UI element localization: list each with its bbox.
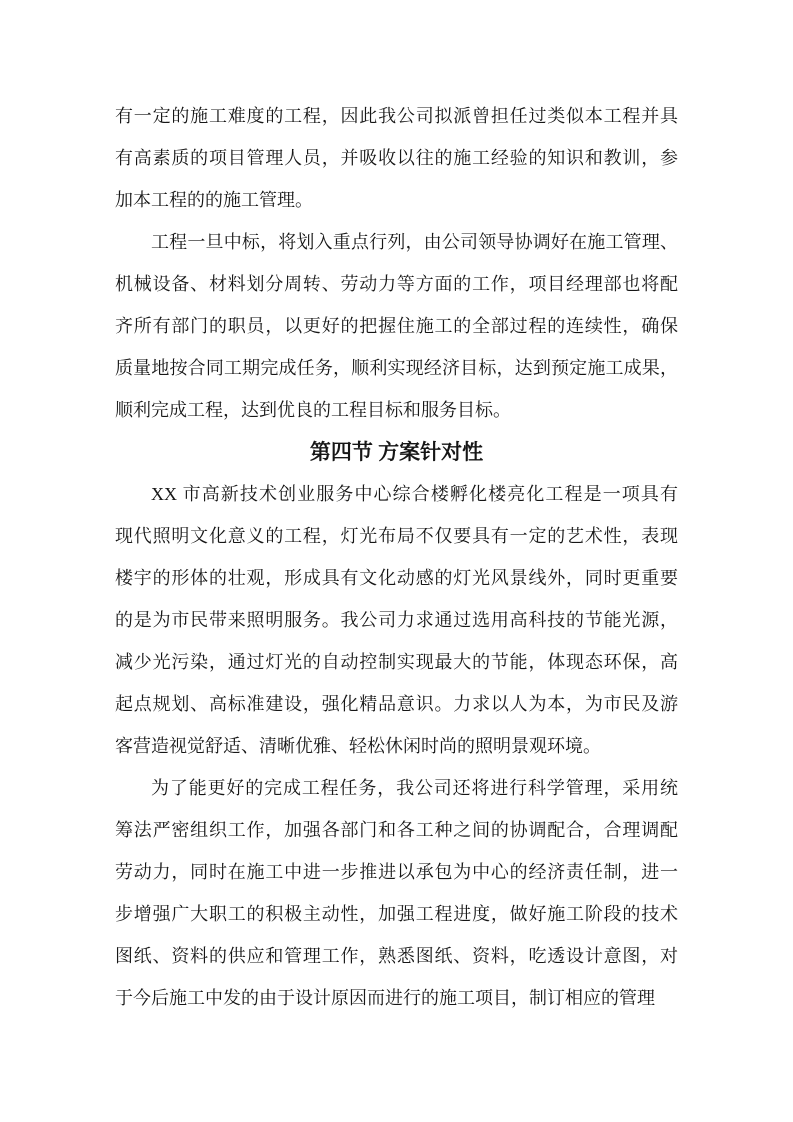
text-block [115,95,678,1019]
text-line: 现代照明文化意义的工程，灯光布局不仅要具有一定的艺术性，表现 [115,526,678,546]
text-line: 质量地按合同工期完成任务，顺利实现经济目标，达到预定施工成果， [115,358,678,378]
text-line: 步增强广大职工的积极主动性，加强工程进度，做好施工阶段的技术 [115,904,678,924]
text-line: 工程一旦中标，将划入重点行列，由公司领导协调好在施工管理、 [151,232,678,252]
text-line: 有高素质的项目管理人员，并吸收以往的施工经验的知识和教训，参 [115,148,678,168]
text-line: 客营造视觉舒适、清晰优雅、轻松休闲时尚的照明景观环境。 [115,736,601,756]
text-line: 减少光污染，通过灯光的自动控制实现最大的节能，体现态环保，高 [115,652,678,672]
section-heading: 第四节 方案针对性 [309,440,484,464]
text-line: 为了能更好的完成工程任务，我公司还将进行科学管理，采用统 [151,778,678,798]
text-line: 劳动力，同时在施工中进一步推进以承包为中心的经济责任制，进一 [115,862,678,882]
text-line: 的是为市民带来照明服务。我公司力求通过选用高科技的节能光源， [115,610,678,630]
text-line: 于今后施工中发的由于设计原因而进行的施工项目，制订相应的管理 [115,988,655,1008]
paragraph [115,221,678,431]
text-line: 加本工程的的施工管理。 [115,190,313,210]
text-line: 图纸、资料的供应和管理工作，熟悉图纸、资料，吃透设计意图，对 [115,946,678,966]
text-line: XX 市高新技术创业服务中心综合楼孵化楼亮化工程是一项具有 [151,484,678,504]
text-line: 筹法严密组织工作，加强各部门和各工种之间的协调配合，合理调配 [115,820,678,840]
text-line: 顺利完成工程，达到优良的工程目标和服务目标。 [115,400,511,420]
text-line: 楼宇的形体的壮观，形成具有文化动感的灯光风景线外，同时更重要 [115,568,678,588]
paragraph [115,473,678,767]
text-line: 起点规划、高标准建设，强化精品意识。力求以人为本，为市民及游 [115,694,678,714]
text-line: 机械设备、材料划分周转、劳动力等方面的工作，项目经理部也将配 [115,274,678,294]
text-line: 有一定的施工难度的工程，因此我公司拟派曾担任过类似本工程并具 [115,106,678,126]
paragraph [115,95,678,221]
text-line: 齐所有部门的职员，以更好的把握住施工的全部过程的连续性，确保 [115,316,678,336]
paragraph [115,767,678,1019]
